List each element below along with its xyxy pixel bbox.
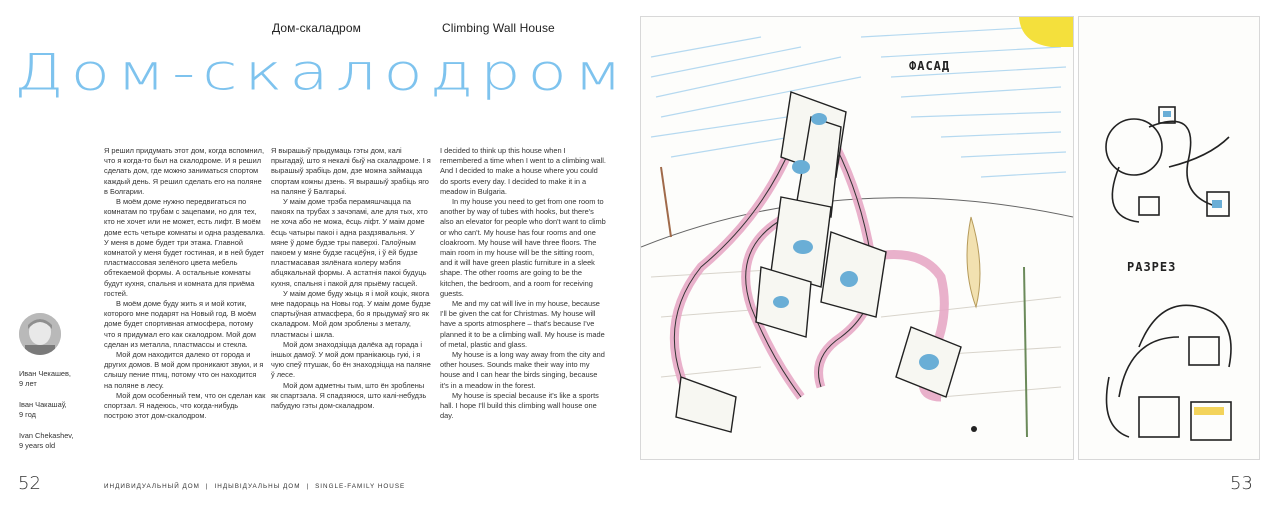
left-page xyxy=(0,0,636,505)
page-number-left: 52 xyxy=(18,473,41,494)
paragraph: In my house you need to get from one room to another by way of tubes with hooks, but there's also an elevator for people who don't want to climb or who can't. My house has four rooms and one cloakroom. My house will have three floors. The main room in my house will be the sitting room, and it will have green plastic furniture in a sleek shape. The other rooms are going to be the kitchen, the bedroom, and a room for receiving guests. xyxy=(440,197,606,298)
author-photo xyxy=(19,313,61,355)
paragraph: Me and my cat will live in my house, because I'll be given the cat for Christmas. My house will have a sports atmosphere – that's because I've planned it to be a climbing wall. My house is made of metal, plastic and glass. xyxy=(440,299,605,349)
author-caption-by xyxy=(19,400,99,420)
paragraph: У маім доме трэба перамяшчацца па пакоях па трубах з зачэпамі, але для тых, хто не хоча або не можа, ёсць ліфт. У маім доме ёсць чатыры пакоі і адна раздзявальня. У мяне ў доме будзе тры паверхі. Галоўным пакоем у мяне будзе гасцёўня, і ў ёй будзе пластмасавая зялёнага колеру мэбля абцякальнай формы. А астатнія пакоі будуць кухня, спальня і пакой для прыёму гасцей. xyxy=(271,197,428,288)
paragraph: My house is special because it's like a sports hall. I hope I'll build this climbing wall house one day. xyxy=(440,390,599,421)
facade-sketch xyxy=(641,17,1073,459)
running-footer xyxy=(104,483,405,490)
display-title: Дом-скалодром xyxy=(14,44,630,102)
child-portrait-image xyxy=(19,313,61,355)
section-label: РАЗРЕЗ xyxy=(1127,260,1177,274)
text-column-en xyxy=(440,146,608,421)
page-number-right: 53 xyxy=(1230,473,1253,494)
paragraph: My house is a long way away from the city and other houses. Sounds make their way into my house and I can hear the birds singing, because it's in a meadow in the forest. xyxy=(440,350,605,390)
footer-by: ІНДЫВІДУАЛЬНЫ ДОМ xyxy=(214,483,301,490)
text-column-by xyxy=(271,146,433,411)
paragraph: В моём доме буду жить я и мой котик, которого мне подарят на Новый год. В моём доме будет спортивная атмосфера, потому что я придумал его как скалодром. Мой дом сделан из металла, пластмассы и стекла. xyxy=(104,299,257,349)
author-name: Ivan Chekashev, xyxy=(19,431,74,440)
author-age: 9 год xyxy=(19,410,36,419)
footer-ru: ИНДИВИДУАЛЬНЫЙ ДОМ xyxy=(104,483,200,490)
footer-en: SINGLE-FAMILY HOUSE xyxy=(315,483,406,490)
paragraph: Я решил придумать этот дом, когда вспомнил, что я когда-то был на скалодроме. И я решил сделать дом, где можно заниматься спортом каждый день. Я решил сделать его на поляне в Болгарии. xyxy=(104,146,264,196)
paragraph: У маім доме буду жыць я і мой коцік, якога мне падораць на Новы год. У маім доме будзе спартыўная атмасфера, бо я прыдумаў яго як скаладром. Мой дом зроблены з металу, пластмасы і шкла. xyxy=(271,288,431,339)
facade-drawing xyxy=(640,16,1074,460)
paragraph: В моём доме нужно передвигаться по комнатам по трубам с зацепами, но для тех, кто не хочет или не может, есть лифт. В моём доме есть четыре комнаты и одна раздевалка. У меня в доме будет три этажа. Главной комнатой у меня будет гостиная, и в ней будет пластмассовая зелёного цвета мебель обтекаемой формы. А остальные комнаты будут кухня, спальня и комната для приёма гостей. xyxy=(104,197,266,298)
author-caption-en xyxy=(19,431,99,451)
sun-icon xyxy=(1019,17,1073,47)
paragraph: Я вырашыў прыдумаць гэты дом, калі прыгадаў, што я некалі быў на скаладроме. І я вырашыў зрабіць дом, дзе можна займацца спортам кожны дзень. Я вырашыў зрабіць яго на паляне ў Балгарыі. xyxy=(271,146,431,196)
paragraph: Мой дом знаходзіцца далёка ад горада і іншых дамоў. У мой дом пранікаюць гукі, і я чую спеў птушак, бо ён знаходзіцца на паляне ў лесе. xyxy=(271,339,431,380)
section-drawing xyxy=(1078,16,1260,460)
footer-separator: | xyxy=(205,483,209,490)
facade-label: ФАСАД xyxy=(909,59,951,73)
paragraph: Мой дом находится далеко от города и других домов. В мой дом проникают звуки, и я слышу пение птиц, потому что он находится на поляне в лесу. xyxy=(104,350,264,390)
paragraph: I decided to think up this house when I remembered a time when I went to a climbing wall. And I decided to make a house where you could do sports every day. I decided to make it in a meadow in Bulgaria. xyxy=(440,146,606,196)
text-column-ru xyxy=(104,146,266,421)
author-caption-ru xyxy=(19,369,99,389)
author-name: Иван Чекашев, xyxy=(19,369,71,378)
section-sketch xyxy=(1079,17,1259,459)
paragraph: Мой дом особенный тем, что он сделан как спортзал. Я надеюсь, что когда-нибудь построю этот дом-скалодром. xyxy=(104,390,266,421)
page-title-en: Climbing Wall House xyxy=(442,21,555,35)
author-name: Іван Чакашаў, xyxy=(19,400,67,409)
page-title-ru: Дом-скаладром xyxy=(272,21,361,35)
footer-separator: | xyxy=(306,483,310,490)
paragraph: Мой дом адметны тым, што ён зроблены як спартзала. Я спадзяюся, што калі-небудзь пабудую гэты дом-скаладром. xyxy=(271,380,427,411)
author-age: 9 лет xyxy=(19,379,37,388)
author-age: 9 years old xyxy=(19,441,56,450)
